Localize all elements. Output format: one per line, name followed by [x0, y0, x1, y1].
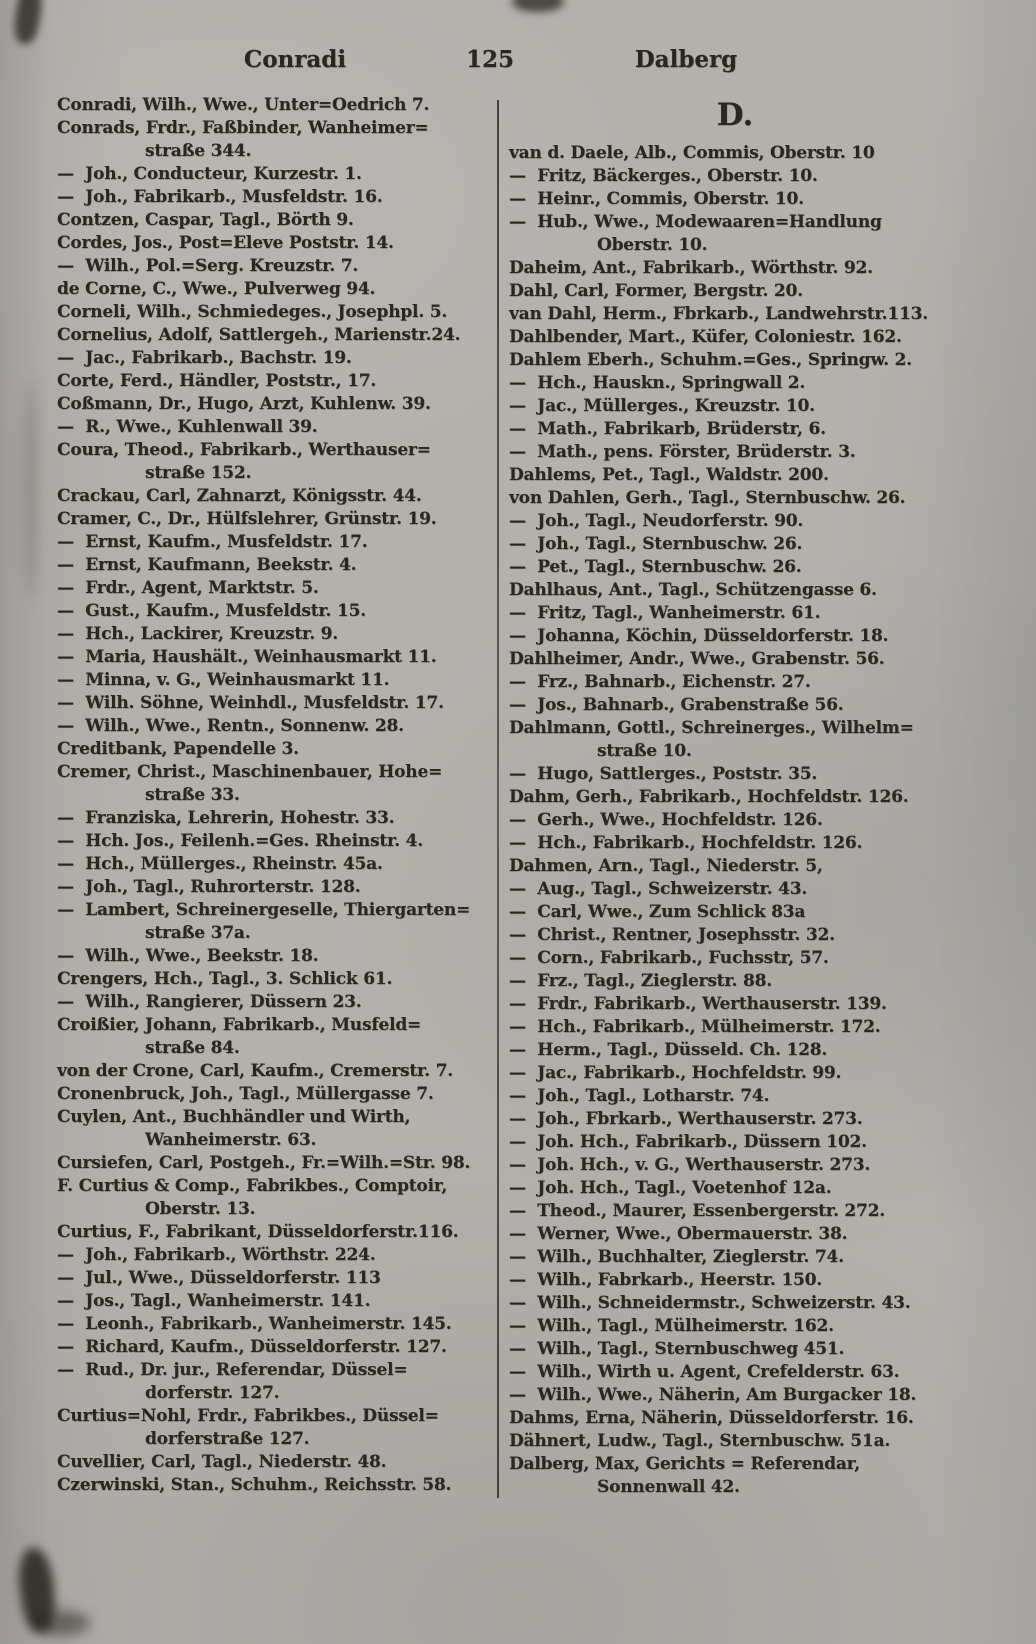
directory-entry-line: — Joh., Conducteur, Kurzestr. 1.: [57, 164, 362, 184]
directory-entry-line: Curtius=Nohl, Frdr., Fabrikbes., Düssel=: [57, 1406, 439, 1426]
directory-entry-line: — Lambert, Schreinergeselle, Thiergarten=: [57, 900, 471, 920]
directory-entry-line: Contzen, Caspar, Tagl., Börth 9.: [57, 210, 354, 230]
directory-entry-line: — Rud., Dr. jur., Referendar, Düssel=: [57, 1360, 408, 1380]
directory-entry-line: — Wilh., Pol.=Serg. Kreuzstr. 7.: [57, 256, 359, 276]
directory-entry-line: Dahmen, Arn., Tagl., Niederstr. 5,: [509, 856, 823, 876]
directory-entry-line: — Frz., Bahnarb., Eichenstr. 27.: [509, 672, 811, 692]
directory-entry-line: Corte, Ferd., Händler, Poststr., 17.: [57, 371, 377, 391]
directory-entry-line: — Joh. Hch., Fabrikarb., Düssern 102.: [509, 1132, 867, 1152]
directory-entry-line: Sonnenwall 42.: [597, 1477, 740, 1497]
directory-entry-line: — Hch., Hauskn., Springwall 2.: [509, 373, 806, 393]
directory-entry-line: — Hch., Fabrikarb., Mülheimerstr. 172.: [509, 1017, 881, 1037]
directory-entry-line: — Jos., Bahnarb., Grabenstraße 56.: [509, 695, 844, 715]
directory-entry-line: — Hch., Fabrikarb., Hochfeldstr. 126.: [509, 833, 863, 853]
directory-entry-line: — Fritz, Tagl., Wanheimerstr. 61.: [509, 603, 821, 623]
scan-smudge-bottom-left-2: [30, 1610, 90, 1636]
directory-entry-line: — Joh., Fabrikarb., Wörthstr. 224.: [57, 1245, 376, 1265]
directory-entry-line: Wanheimerstr. 63.: [145, 1130, 317, 1150]
directory-entry-line: Dahl, Carl, Former, Bergstr. 20.: [509, 281, 803, 301]
directory-entry-line: — R., Wwe., Kuhlenwall 39.: [57, 417, 318, 437]
column-right: [509, 94, 961, 1499]
directory-entry-line: Daheim, Ant., Fabrikarb., Wörthstr. 92.: [509, 258, 873, 278]
directory-entry-line: Cramer, C., Dr., Hülfslehrer, Grünstr. 19.: [57, 509, 437, 529]
directory-entry-line: dorferstraße 127.: [145, 1429, 310, 1449]
directory-entry-line: — Christ., Rentner, Josephsstr. 32.: [509, 925, 835, 945]
directory-entry-line: — Johanna, Köchin, Düsseldorferstr. 18.: [509, 626, 889, 646]
directory-entry-line: — Hch. Jos., Feilenh.=Ges. Rheinstr. 4.: [57, 831, 423, 851]
directory-entry-line: Cordes, Jos., Post=Eleve Poststr. 14.: [57, 233, 394, 253]
directory-entry-line: Oberstr. 10.: [597, 235, 708, 255]
directory-entry-line: — Wilh., Wirth u. Agent, Crefelderstr. 63.: [509, 1362, 900, 1382]
directory-entry-line: straße 10.: [597, 741, 692, 761]
directory-entry-line: Dalberg, Max, Gerichts = Referendar,: [509, 1454, 860, 1474]
directory-entry-line: — Frdr., Agent, Marktstr. 5.: [57, 578, 319, 598]
directory-entry-line: — Pet., Tagl., Sternbuschw. 26.: [509, 557, 802, 577]
directory-entry-line: Cursiefen, Carl, Postgeh., Fr.=Wilh.=Str. 98.: [57, 1153, 471, 1173]
directory-entry-line: — Jul., Wwe., Düsseldorferstr. 113: [57, 1268, 381, 1288]
directory-entry-line: — Hub., Wwe., Modewaaren=Handlung: [509, 212, 882, 232]
directory-entry-line: — Wilh., Wwe., Rentn., Sonnenw. 28.: [57, 716, 404, 736]
directory-entry-line: straße 84.: [145, 1038, 240, 1058]
directory-entry-line: Corneli, Wilh., Schmiedeges., Josephpl. 5.: [57, 302, 448, 322]
directory-entry-line: Dahlems, Pet., Tagl., Waldstr. 200.: [509, 465, 829, 485]
scan-smudge-top: [512, 0, 564, 12]
directory-entry-line: — Frdr., Fabrikarb., Werthauserstr. 139.: [509, 994, 887, 1014]
directory-entry-line: straße 33.: [145, 785, 240, 805]
directory-entry-line: — Joh., Fabrikarb., Musfeldstr. 16.: [57, 187, 383, 207]
directory-entry-line: — Fritz, Bäckerges., Oberstr. 10.: [509, 166, 818, 186]
directory-entry-line: — Ernst, Kaufmann, Beekstr. 4.: [57, 555, 357, 575]
directory-entry-line: Curtius, F., Fabrikant, Düsseldorferstr.116.: [57, 1222, 459, 1242]
directory-entry-line: Dahlbender, Mart., Küfer, Coloniestr. 162.: [509, 327, 902, 347]
directory-entry-line: straße 344.: [145, 141, 252, 161]
directory-entry-line: — Gust., Kaufm., Musfeldstr. 15.: [57, 601, 366, 621]
directory-entry-line: — Franziska, Lehrerin, Hohestr. 33.: [57, 808, 395, 828]
directory-entry-line: Cronenbruck, Joh., Tagl., Müllergasse 7.: [57, 1084, 434, 1104]
directory-entry-line: — Herm., Tagl., Düsseld. Ch. 128.: [509, 1040, 828, 1060]
directory-entry-line: van d. Daele, Alb., Commis, Oberstr. 10: [509, 143, 875, 163]
directory-entry-line: — Minna, v. G., Weinhausmarkt 11.: [57, 670, 390, 690]
directory-entry-line: — Wilh., Tagl., Sternbuschweg 451.: [509, 1339, 845, 1359]
directory-entry-line: — Math., Fabrikarb, Brüderstr, 6.: [509, 419, 826, 439]
directory-entry-line: Coßmann, Dr., Hugo, Arzt, Kuhlenw. 39.: [57, 394, 431, 414]
scan-smudge-top-left: [12, 0, 44, 45]
directory-entry-line: Cremer, Christ., Maschinenbauer, Hohe=: [57, 762, 443, 782]
directory-entry-line: — Joh. Hch., Tagl., Voetenhof 12a.: [509, 1178, 832, 1198]
directory-entry-line: — Ernst, Kaufm., Musfeldstr. 17.: [57, 532, 368, 552]
directory-entry-line: — Wilh., Wwe., Näherin, Am Burgacker 18.: [509, 1385, 917, 1405]
directory-entry-line: Cuvellier, Carl, Tagl., Niederstr. 48.: [57, 1452, 387, 1472]
directory-entry-line: Oberstr. 13.: [145, 1199, 256, 1219]
directory-entry-line: straße 37a.: [145, 923, 251, 943]
directory-entry-line: — Leonh., Fabrikarb., Wanheimerstr. 145.: [57, 1314, 452, 1334]
header-guide-word-left: Conradi: [243, 46, 347, 73]
page-number: 125: [465, 46, 514, 73]
directory-entry-line: — Wilh., Fabrkarb., Heerstr. 150.: [509, 1270, 822, 1290]
directory-entry-line: dorferstr. 127.: [145, 1383, 280, 1403]
directory-entry-line: — Joh., Tagl., Sternbuschw. 26.: [509, 534, 803, 554]
directory-entry-line: Dahlhaus, Ant., Tagl., Schützengasse 6.: [509, 580, 877, 600]
directory-entry-line: Croißier, Johann, Fabrikarb., Musfeld=: [57, 1015, 422, 1035]
directory-entry-line: von Dahlen, Gerh., Tagl., Sternbuschw. 26.: [509, 488, 906, 508]
directory-entry-line: — Jos., Tagl., Wanheimerstr. 141.: [57, 1291, 371, 1311]
directory-entry-line: von der Crone, Carl, Kaufm., Cremerstr. 7.: [57, 1061, 453, 1081]
directory-entry-line: Czerwinski, Stan., Schuhm., Reichsstr. 58.: [57, 1475, 452, 1495]
directory-entry-line: — Heinr., Commis, Oberstr. 10.: [509, 189, 804, 209]
directory-entry-line: — Gerh., Wwe., Hochfeldstr. 126.: [509, 810, 823, 830]
directory-entry-line: — Joh., Tagl., Neudorferstr. 90.: [509, 511, 804, 531]
directory-entry-line: — Hugo, Sattlerges., Poststr. 35.: [509, 764, 818, 784]
directory-entry-line: — Theod., Maurer, Essenbergerstr. 272.: [509, 1201, 886, 1221]
column-divider-rule: [497, 100, 499, 1498]
directory-entry-line: Coura, Theod., Fabrikarb., Werthauser=: [57, 440, 431, 460]
directory-entry-line: — Joh., Fbrkarb., Werthauserstr. 273.: [509, 1109, 863, 1129]
directory-entry-line: Creditbank, Papendelle 3.: [57, 739, 299, 759]
directory-entry-line: — Richard, Kaufm., Düsseldorferstr. 127.: [57, 1337, 447, 1357]
directory-entry-line: — Hch., Müllerges., Rheinstr. 45a.: [57, 854, 383, 874]
section-letter-heading: D.: [716, 97, 754, 133]
directory-entry-line: — Jac., Müllerges., Kreuzstr. 10.: [509, 396, 815, 416]
directory-entry-line: Cuylen, Ant., Buchhändler und Wirth,: [57, 1107, 411, 1127]
directory-entry-line: — Jac., Fabrikarb., Hochfeldstr. 99.: [509, 1063, 842, 1083]
scan-smudge-bottom-left: [16, 1546, 59, 1633]
directory-entry-line: — Maria, Haushält., Weinhausmarkt 11.: [57, 647, 437, 667]
scan-smudge-left-margin: [26, 380, 36, 600]
directory-entry-line: de Corne, C., Wwe., Pulverweg 94.: [57, 279, 376, 299]
directory-entry-line: Conrads, Frdr., Faßbinder, Wanheimer=: [57, 118, 429, 138]
directory-entry-line: Dahlheimer, Andr., Wwe., Grabenstr. 56.: [509, 649, 885, 669]
directory-entry-line: — Joh., Tagl., Lotharstr. 74.: [509, 1086, 770, 1106]
directory-entry-line: — Wilh., Wwe., Beekstr. 18.: [57, 946, 319, 966]
directory-entry-line: — Wilh., Buchhalter, Zieglerstr. 74.: [509, 1247, 844, 1267]
directory-entry-line: — Wilh., Rangierer, Düssern 23.: [57, 992, 362, 1012]
directory-entry-line: — Carl, Wwe., Zum Schlick 83a: [509, 902, 806, 922]
directory-entry-line: straße 152.: [145, 463, 252, 483]
directory-entry-line: van Dahl, Herm., Fbrkarb., Landwehrstr.113.: [509, 304, 928, 324]
directory-entry-line: — Hch., Lackirer, Kreuzstr. 9.: [57, 624, 339, 644]
directory-entry-line: — Werner, Wwe., Obermauerstr. 38.: [509, 1224, 848, 1244]
header-guide-word-right: Dalberg: [634, 46, 738, 73]
directory-entry-line: — Wilh. Söhne, Weinhdl., Musfeldstr. 17.: [57, 693, 444, 713]
directory-entry-line: Dahms, Erna, Näherin, Düsseldorferstr. 16.: [509, 1408, 914, 1428]
directory-entry-line: Conradi, Wilh., Wwe., Unter=Oedrich 7.: [57, 95, 430, 115]
directory-entry-line: Crengers, Hch., Tagl., 3. Schlick 61.: [57, 969, 393, 989]
directory-entry-line: — Aug., Tagl., Schweizerstr. 43.: [509, 879, 808, 899]
directory-entry-line: Dahm, Gerh., Fabrikarb., Hochfeldstr. 126.: [509, 787, 909, 807]
directory-entry-line: — Wilh., Tagl., Mülheimerstr. 162.: [509, 1316, 834, 1336]
column-left: [57, 94, 495, 1497]
directory-entry-line: Dahlmann, Gottl., Schreinerges., Wilhelm=: [509, 718, 914, 738]
directory-entry-line: Cornelius, Adolf, Sattlergeh., Marienstr.24.: [57, 325, 461, 345]
directory-entry-line: — Math., pens. Förster, Brüderstr. 3.: [509, 442, 856, 462]
directory-entry-line: Dähnert, Ludw., Tagl., Sternbuschw. 51a.: [509, 1431, 891, 1451]
directory-entry-line: — Frz., Tagl., Zieglerstr. 88.: [509, 971, 772, 991]
directory-entry-line: — Jac., Fabrikarb., Bachstr. 19.: [57, 348, 352, 368]
directory-entry-line: Crackau, Carl, Zahnarzt, Königsstr. 44.: [57, 486, 422, 506]
directory-entry-line: F. Curtius & Comp., Fabrikbes., Comptoir,: [57, 1176, 448, 1196]
directory-entry-line: Dahlem Eberh., Schuhm.=Ges., Springw. 2.: [509, 350, 912, 370]
directory-entry-line: — Joh. Hch., v. G., Werthauserstr. 273.: [509, 1155, 871, 1175]
directory-entry-line: — Joh., Tagl., Ruhrorterstr. 128.: [57, 877, 361, 897]
directory-entry-line: — Corn., Fabrikarb., Fuchsstr, 57.: [509, 948, 829, 968]
directory-entry-line: — Wilh., Schneidermstr., Schweizerstr. 43.: [509, 1293, 911, 1313]
